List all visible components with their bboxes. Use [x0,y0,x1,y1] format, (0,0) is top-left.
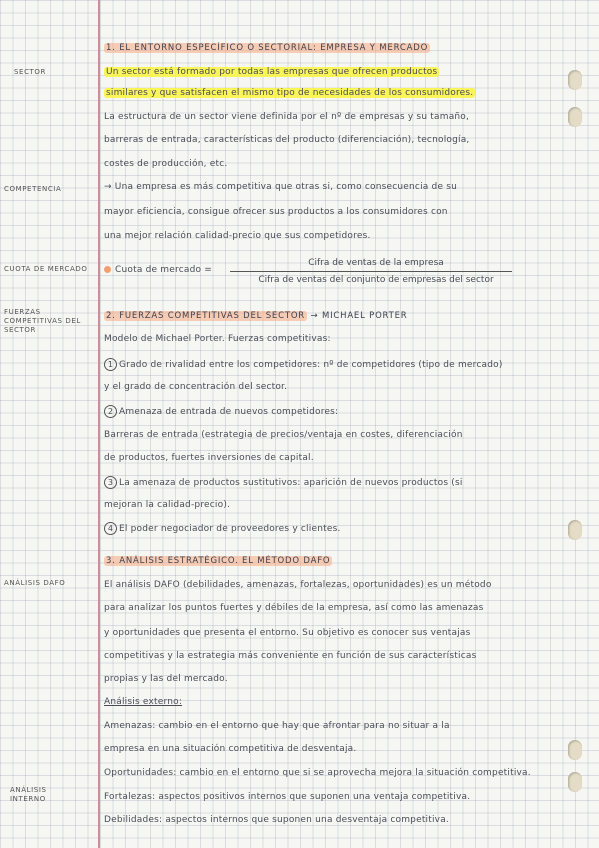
side-label-cuota: CUOTA DE MERCADO [4,265,88,273]
text-line: propias y las del mercado. [104,674,228,684]
text-line: Fortalezas: aspectos positivos internos que suponen una ventaja competitiva. [104,792,471,802]
text-line: Un sector está formado por todas las empresas que ofrecen productos [106,67,438,77]
number-circle: 1 [104,358,117,371]
number-circle: 4 [104,522,117,535]
text-line: costes de producción, etc. [104,159,228,169]
section-2-author: → MICHAEL PORTER [310,311,408,321]
text-line: La estructura de un sector viene definida por el nº de empresas y su tamaño, [104,112,470,122]
side-label-dafo: ANÁLISIS DAFO [4,579,66,587]
list-item: 1 Grado de rivalidad entre los competidores: nº de competidores (tipo de mercado) [104,358,564,371]
text-line: competitivas y la estrategia más conveniente en función de sus características [104,651,477,661]
side-label-interno: ANÁLISIS INTERNO [10,786,47,803]
list-item: 3 La amenaza de productos sustitutivos: aparición de nuevos productos (si [104,476,564,489]
cuota-formula-label: Cuota de mercado = [104,264,224,276]
section-heading [104,555,564,567]
text-line: El análisis DAFO (debilidades, amenazas, fortalezas, oportunidades) es un método [104,580,492,590]
punch-hole [568,70,582,90]
punch-hole [568,520,582,540]
text-line: y el grado de concentración del sector. [104,382,288,392]
text-line: barreras de entrada, características del producto (diferenciación), tecnología, [104,135,470,145]
subheading-externo: Análisis externo: [104,697,183,707]
section-1-title: 1. EL ENTORNO ESPECÍFICO O SECTORIAL: EMPRESA Y MERCADO [106,43,429,53]
text-line: → Una empresa es más competitiva que otras si, como consecuencia de su [104,182,458,192]
text-line: Barreras de entrada (estrategia de precios/ventaja en costes, diferenciación [104,430,463,440]
number-circle: 2 [104,405,117,418]
punch-hole [568,740,582,760]
bullet-dot [104,266,111,273]
text-line: Modelo de Michael Porter. Fuerzas competitivas: [104,334,331,344]
list-item: 4 El poder negociador de proveedores y clientes. [104,522,564,535]
cuota-denominator: Cifra de ventas del conjunto de empresas del sector [258,275,494,285]
text-line: Oportunidades: cambio en el entorno que si se aprovecha mejora la situación competitiva. [104,768,531,778]
margin-line [98,0,100,848]
text-line: para analizar los puntos fuertes y débiles de la empresa, así como las amenazas [104,603,484,613]
section-heading [104,42,564,54]
number-circle: 3 [104,476,117,489]
section-2-title: 2. FUERZAS COMPETITIVAS DEL SECTOR [106,311,306,321]
cuota-numerator: Cifra de ventas de la empresa [308,258,444,268]
text-line: Debilidades: aspectos internos que suponen una desventaja competitiva. [104,815,449,825]
text-line: empresa en una situación competitiva de desventaja. [104,744,357,754]
punch-hole [568,772,582,792]
side-label-sector: SECTOR [14,68,47,76]
side-label-fuerzas: FUERZAS COMPETITIVAS DEL SECTOR [4,308,81,334]
text-line: mayor eficiencia, consigue ofrecer sus productos a los consumidores con [104,207,448,217]
text-line: mejoran la calidad-precio). [104,500,231,510]
text-line: de productos, fuertes inversiones de capital. [104,453,314,463]
section-heading [104,310,564,322]
text-line: una mejor relación calidad-precio que sus competidores. [104,231,371,241]
text-line: y oportunidades que presenta el entorno. Su objetivo es conocer sus ventajas [104,628,471,638]
list-item: 2 Amenaza de entrada de nuevos competidores: [104,405,564,418]
side-label-competencia: COMPETENCIA [4,185,62,193]
punch-hole [568,107,582,127]
fraction-bar [230,271,512,272]
text-line: similares y que satisfacen el mismo tipo de necesidades de los consumidores. [106,88,474,98]
text-line: Amenazas: cambio en el entorno que hay que afrontar para no situar a la [104,721,450,731]
section-3-title: 3. ANÁLISIS ESTRATÉGICO. EL MÉTODO DAFO [106,556,331,566]
